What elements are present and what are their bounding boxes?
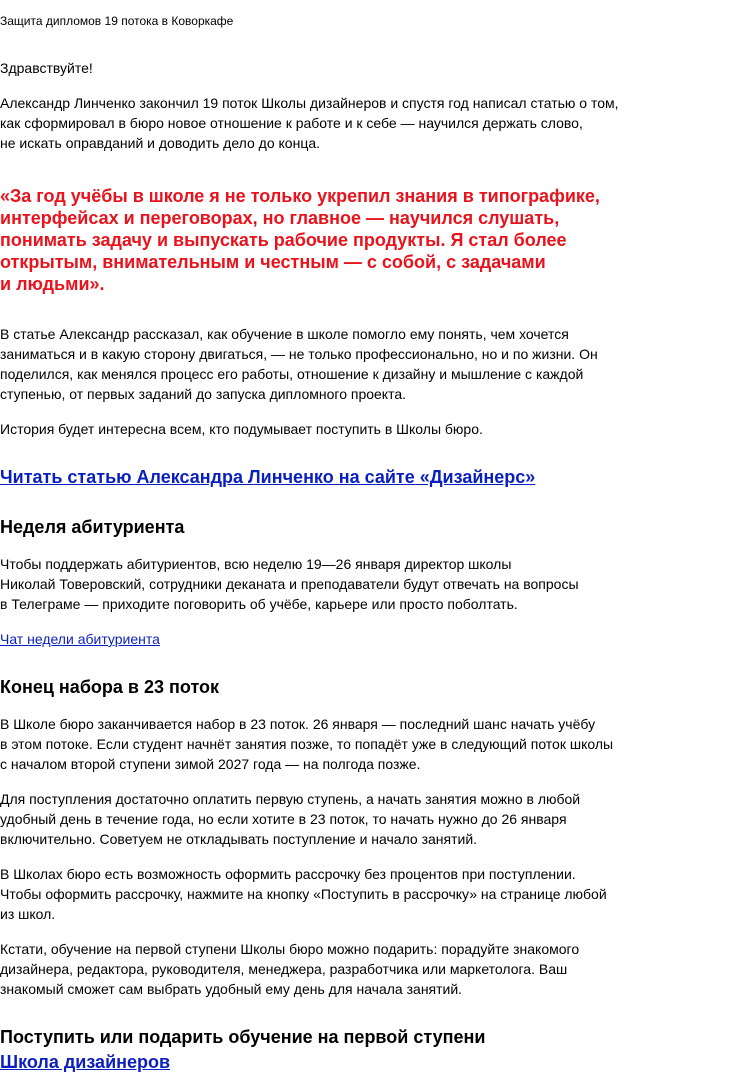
quote-line: открытым, внимательным и честным — с собой, с задачами <box>0 252 546 272</box>
article-line: заниматься и в какую сторону двигаться, — не только профессионально, но и по жизни. Он <box>0 346 598 362</box>
interest-paragraph: История будет интересна всем, кто подумывает поступить в Школы бюро. <box>0 421 483 437</box>
enrollment-line: из школ. <box>0 906 56 922</box>
enrollment-line: В Школах бюро есть возможность оформить рассрочку без процентов при поступлении. <box>0 866 576 882</box>
week-line: в Телеграме — приходите поговорить об учёбе, карьере или просто поболтать. <box>0 596 518 612</box>
intro-line: Александр Линченко закончил 19 поток Школы дизайнеров и спустя год написал статью о том, <box>0 95 619 111</box>
article-paragraph <box>0 324 640 404</box>
week-chat-link[interactable]: Чат недели абитуриента <box>0 631 160 647</box>
quote-line: и людьми». <box>0 274 105 294</box>
enrollment-paragraph-3 <box>0 864 640 924</box>
article-line: В статье Александр рассказал, как обучение в школе помогло ему понять, чем хочется <box>0 326 569 342</box>
read-article-link[interactable]: Читать статью Александра Линченко на сайте «Дизайнерс» <box>0 467 536 487</box>
intro-paragraph <box>0 93 640 153</box>
enrollment-line: включительно. Советуем не откладывать поступление и начало занятий. <box>0 831 478 847</box>
enrollment-line: В Школе бюро заканчивается набор в 23 поток. 26 января — последний шанс начать учёбу <box>0 716 596 732</box>
enrollment-line: знакомый сможет сам выбрать удобный ему день для начала занятий. <box>0 981 463 997</box>
enrollment-paragraph-1 <box>0 714 640 774</box>
designers-school-link[interactable]: Школа дизайнеров <box>0 1052 171 1072</box>
article-line: поделился, как менялся процесс его работы, отношение к дизайну и мышление с каждой <box>0 366 584 382</box>
gift-heading: Поступить или подарить обучение на первой ступени <box>0 1027 486 1047</box>
article-line: ступенью, от первых заданий до запуска дипломного проекта. <box>0 386 407 402</box>
quote-line: интерфейсах и переговорах, но главное — научился слушать, <box>0 208 560 228</box>
enrollment-line: Кстати, обучение на первой ступени Школы бюро можно подарить: порадуйте знакомого <box>0 941 580 957</box>
week-line: Николай Товеровский, сотрудники деканата и преподаватели будут отвечать на вопросы <box>0 576 579 592</box>
greeting: Здравствуйте! <box>0 60 93 76</box>
week-line: Чтобы поддержать абитуриентов, всю неделю 19—26 января директор школы <box>0 556 512 572</box>
week-heading: Неделя абитуриента <box>0 517 185 537</box>
intro-line: как сформировал в бюро новое отношение к работе и к себе — научился держать слово, <box>0 115 583 131</box>
enrollment-line: удобный день в течение года, но если хотите в 23 поток, то начать нужно до 26 января <box>0 811 567 827</box>
week-paragraph <box>0 554 640 614</box>
enrollment-paragraph-4 <box>0 939 640 999</box>
enrollment-paragraph-2 <box>0 789 640 849</box>
pull-quote <box>0 185 620 295</box>
enrollment-line: в этом потоке. Если студент начнёт занятия позже, то попадёт уже в следующий поток школы <box>0 736 614 752</box>
intro-line: не искать оправданий и доводить дело до конца. <box>0 135 321 151</box>
enrollment-line: дизайнера, редактора, руководителя, менеджера, разработчика или маркетолога. Ваш <box>0 961 568 977</box>
enrollment-line: Для поступления достаточно оплатить первую ступень, а начать занятия можно в любой <box>0 791 581 807</box>
enrollment-line: Чтобы оформить рассрочку, нажмите на кнопку «Поступить в рассрочку» на странице любой <box>0 886 607 902</box>
preheader-text: Защита дипломов 19 потока в Коворкафе <box>0 14 234 28</box>
quote-line: понимать задачу и выпускать рабочие продукты. Я стал более <box>0 230 567 250</box>
quote-line: «За год учёбы в школе я не только укрепил знания в типографике, <box>0 186 600 206</box>
enrollment-line: с началом второй ступени зимой 2027 года — на полгода позже. <box>0 756 421 772</box>
enrollment-heading: Конец набора в 23 поток <box>0 677 220 697</box>
